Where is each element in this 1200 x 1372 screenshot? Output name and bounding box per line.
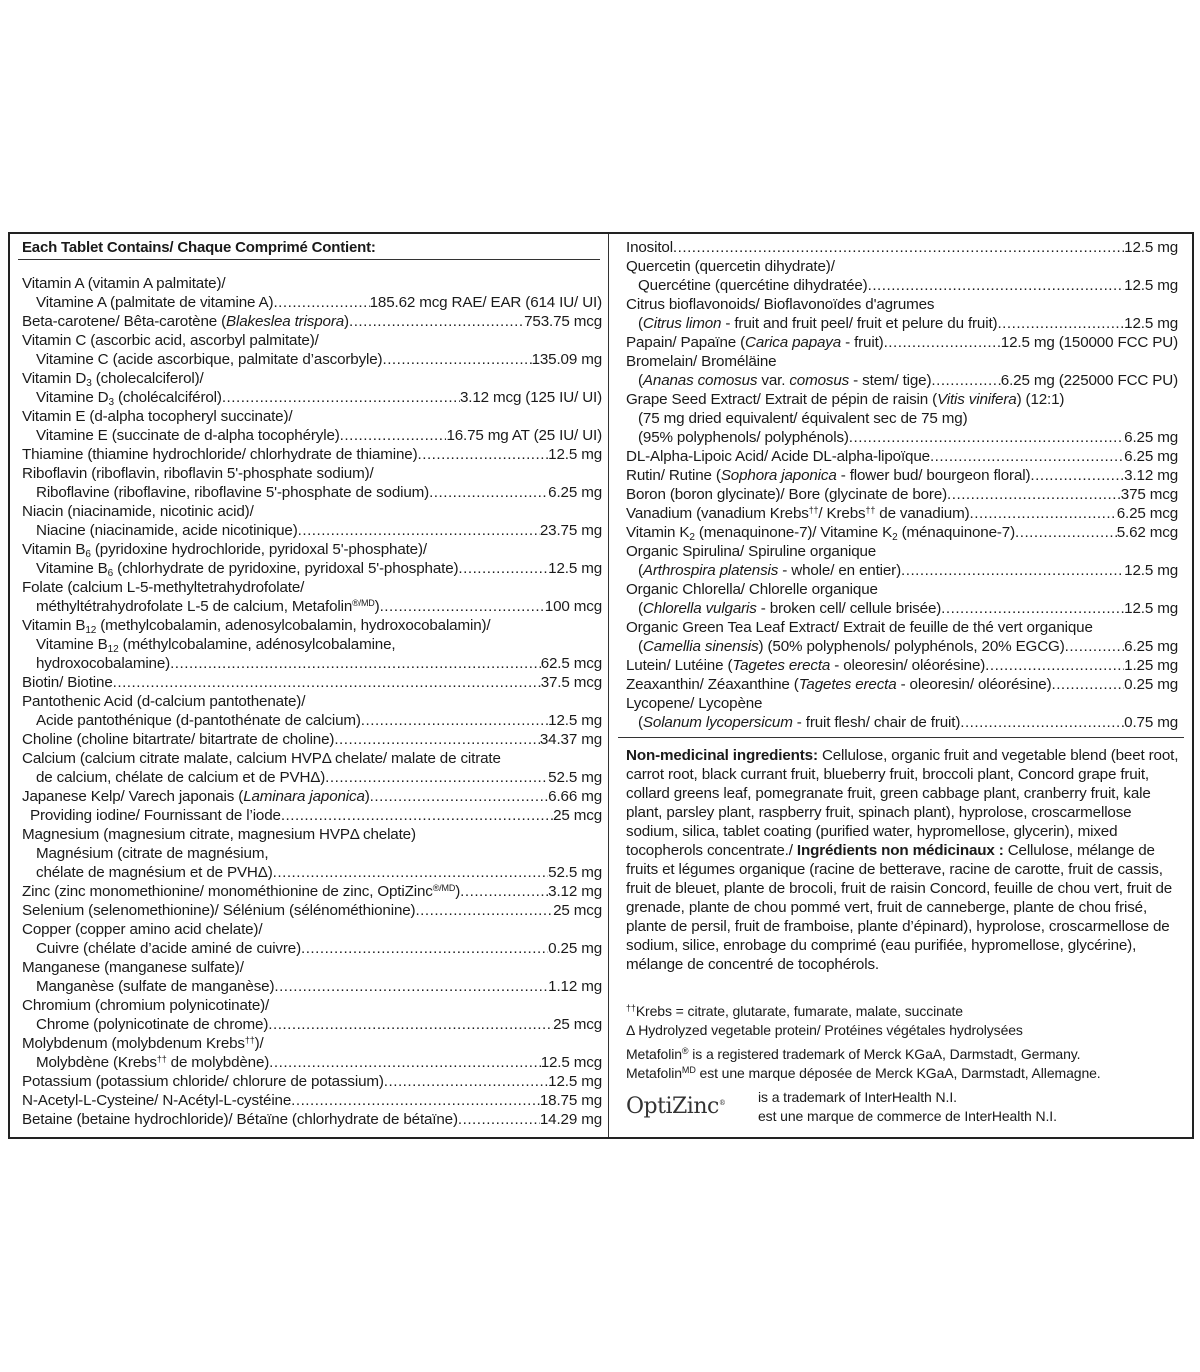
vitamin-b12-line-3: hydroxocobalamine) ..... 62.5 mcg [36, 654, 602, 673]
manganese-line-2: Manganèse (sulfate de manganèse) ..... 1.12 mg [36, 977, 602, 996]
magnesium-line-2: Magnésium (citrate de magnésium, [36, 845, 269, 862]
vitamin-d-line-2: Vitamine $D_3$ (cholécalciférol) ..... 3.12 mcg (125 IU/ UI) [36, 388, 602, 407]
vitamin-k2-line: Vitamin $K_2$ (menaquinone-7)/ Vitamine $K_2$ (ménaquinone-7) ..... 5.62 mcg [626, 523, 1178, 542]
quercetin-line-2: Quercétine (quercétine dihydratée) ..... 12.5 mg [638, 276, 1178, 295]
biotin-line: Biotin/ Biotine ..... 37.5 mcg [22, 673, 602, 692]
riboflavin-line-1: Riboflavin (riboflavin, riboflavin 5'-phosphate sodium)/ [22, 465, 374, 482]
boron-line: Boron (boron glycinate)/ Bore (glycinate de bore) ..... 375 mcg [626, 485, 1178, 504]
krebs-footnote: ††Krebs = citrate, glutarate, fumarate, malate, succinate [626, 1003, 963, 1019]
left-column [10, 234, 608, 1137]
riboflavin-line-2: Riboflavine (riboflavine, riboflavine 5'-phosphate de sodium) ..... 6.25 mg [36, 483, 602, 502]
green-tea-line-1: Organic Green Tea Leaf Extract/ Extrait de feuille de thé vert organique [626, 619, 1093, 636]
molybdenum-line-2: Molybdène (Krebs†† de molybdène) ..... 12.5 mcg [36, 1053, 602, 1072]
right-column [610, 234, 1192, 1137]
calcium-line-2: de calcium, chélate de calcium et de PVHΔ) ..... 52.5 mg [36, 768, 602, 787]
citrus-line-1: Citrus bioflavonoids/ Bioflavonoïdes d'agrumes [626, 296, 935, 313]
thiamine-line: Thiamine (thiamine hydrochloride/ chlorhydrate de thiamine) ..... 12.5 mg [22, 445, 602, 464]
copper-line-2: Cuivre (chélate d’acide aminé de cuivre) ..... 0.25 mg [36, 939, 602, 958]
inositol-line: Inositol ..... 12.5 mg [626, 238, 1178, 257]
niacin-line-1: Niacin (niacinamide, nicotinic acid)/ [22, 503, 254, 520]
spirulina-line-1: Organic Spirulina/ Spiruline organique [626, 543, 877, 560]
vitamin-a-line-2: Vitamine A (palmitate de vitamine A) ..... 185.62 mcg RAE/ EAR (614 IU/ UI) [36, 293, 602, 312]
chromium-line-2: Chrome (polynicotinate de chrome) ..... 25 mcg [36, 1015, 602, 1034]
metafolin-trademark-fr: Metafolin$^{MD}$ est une marque déposée de Merck KGaA, Darmstadt, Allemagne. [626, 1065, 1101, 1081]
pantothenic-line-2: Acide pantothénique (d-pantothénate de calcium) ..... 12.5 mg [36, 711, 602, 730]
niacin-line-2: Niacine (niacinamide, acide nicotinique) ..... 23.75 mg [36, 521, 602, 540]
magnesium-line-1: Magnesium (magnesium citrate, magnesium HVPΔ chelate) [22, 826, 416, 843]
papain-line: Papain/ Papaïne (Carica papaya - fruit) ..... 12.5 mg (150000 FCC PU) [626, 333, 1178, 352]
manganese-line-1: Manganese (manganese sulfate)/ [22, 959, 244, 976]
zinc-line: Zinc (zinc monomethionine/ monométhionine de zinc, OptiZinc$^{®/MD}$) ..... 3.12 mg [22, 882, 602, 901]
vitamin-e-line-2: Vitamine E (succinate de d-alpha tocophéryle) ..... 16.75 mg AT (25 IU/ UI) [36, 426, 602, 445]
potassium-line: Potassium (potassium chloride/ chlorure de potassium) ..... 12.5 mg [22, 1072, 602, 1091]
vitamin-b12-line-2: Vitamine $B_{12}$ (méthylcobalamine, adénosylcobalamine, [36, 636, 396, 654]
magnesium-line-3: chélate de magnésium et de PVHΔ) ..... 52.5 mg [36, 863, 602, 882]
alpha-lipoic-line: DL-Alpha-Lipoic Acid/ Acide DL-alpha-lipoïque ..... 6.25 mg [626, 447, 1178, 466]
heading-rule [18, 259, 600, 260]
chromium-line-1: Chromium (chromium polynicotinate)/ [22, 997, 270, 1014]
calcium-line-1: Calcium (calcium citrate malate, calcium HVPΔ chelate/ malate de citrate [22, 750, 501, 767]
section-rule [618, 737, 1184, 738]
vitamin-a-line-1: Vitamin A (vitamin A palmitate)/ [22, 275, 226, 292]
vitamin-c-line-2: Vitamine C (acide ascorbique, palmitate d’ascorbyle) ..... 135.09 mg [36, 350, 602, 369]
folate-line-1: Folate (calcium L-5-methyltetrahydrofolate/ [22, 579, 305, 596]
choline-line: Choline (choline bitartrate/ bitartrate de choline) ..... 34.37 mg [22, 730, 602, 749]
pantothenic-line-1: Pantothenic Acid (d-calcium pantothenate)/ [22, 693, 306, 710]
ingredient-panel [8, 232, 1194, 1139]
vitamin-b6-line-1: Vitamin $B_6$ (pyridoxine hydrochloride, pyridoxal 5'-phosphate)/ [22, 541, 427, 559]
selenium-line: Selenium (selenomethionine)/ Sélénium (sélénométhionine) ..... 25 mcg [22, 901, 602, 920]
spirulina-line-2: (Arthrospira platensis - whole/ en entier) ..... 12.5 mg [638, 561, 1178, 580]
grape-seed-line-1: Grape Seed Extract/ Extrait de pépin de raisin (Vitis vinifera) (12:1) [626, 391, 1065, 408]
hvp-footnote: Δ Hydrolyzed vegetable protein/ Protéines végétales hydrolysées [626, 1022, 1023, 1038]
iodine-line: Providing iodine/ Fournissant de l’iode ..... 25 mcg [30, 806, 602, 825]
lutein-line: Lutein/ Lutéine (Tagetes erecta - oleoresin/ oléorésine) ..... 1.25 mg [626, 656, 1178, 675]
citrus-line-2: (Citrus limon - fruit and fruit peel/ fruit et pelure du fruit) ..... 12.5 mg [638, 314, 1178, 333]
betaine-line: Betaine (betaine hydrochloride)/ Bétaïne (chlorhydrate de bétaïne) ..... 14.29 mg [22, 1110, 602, 1129]
bromelain-line-1: Bromelain/ Broméläine [626, 353, 777, 370]
molybdenum-line-1: Molybdenum (molybdenum Krebs††)/ [22, 1035, 264, 1052]
green-tea-line-2: (Camellia sinensis) (50% polyphenols/ polyphénols, 20% EGCG) ..... 6.25 mg [638, 637, 1178, 656]
grape-seed-line-2: (75 mg dried equivalent/ équivalent sec de 75 mg) [638, 410, 968, 427]
vanadium-line: Vanadium (vanadium Krebs††/ Krebs†† de vanadium) ..... 6.25 mcg [626, 504, 1178, 523]
vitamin-d-line-1: Vitamin $D_3$ (cholecalciferol)/ [22, 370, 204, 388]
column-divider [608, 234, 609, 1137]
kelp-line: Japanese Kelp/ Varech japonais (Laminara japonica) ..... 6.66 mg [22, 787, 602, 806]
chlorella-line-2: (Chlorella vulgaris - broken cell/ cellule brisée) ..... 12.5 mg [638, 599, 1178, 618]
zeaxanthin-line: Zeaxanthin/ Zéaxanthine (Tagetes erecta - oleoresin/ oléorésine) ..... 0.25 mg [626, 675, 1178, 694]
panel-heading: Each Tablet Contains/ Chaque Comprimé Contient: [22, 239, 376, 256]
rutin-line: Rutin/ Rutine (Sophora japonica - flower bud/ bourgeon floral) ..... 3.12 mg [626, 466, 1178, 485]
lycopene-line-1: Lycopene/ Lycopène [626, 695, 763, 712]
optizinc-logo: OptiZinc® [626, 1094, 726, 1119]
vitamin-c-line-1: Vitamin C (ascorbic acid, ascorbyl palmitate)/ [22, 332, 319, 349]
vitamin-b6-line-2: Vitamine $B_6$ (chlorhydrate de pyridoxine, pyridoxal 5'-phosphate) ..... 12.5 mg [36, 559, 602, 578]
grape-seed-line-3: (95% polyphenols/ polyphénols) ..... 6.25 mg [638, 428, 1178, 447]
chlorella-line-1: Organic Chlorella/ Chlorelle organique [626, 581, 878, 598]
optizinc-trademark-en: is a trademark of InterHealth N.I. [758, 1089, 957, 1105]
vitamin-e-line-1: Vitamin E (d-alpha tocopheryl succinate)/ [22, 408, 293, 425]
bromelain-line-2: (Ananas comosus var. comosus - stem/ tige) ..... 6.25 mg (225000 FCC PU) [638, 371, 1178, 390]
nac-line: N-Acetyl-L-Cysteine/ N-Acétyl-L-cystéine ..... 18.75 mg [22, 1091, 602, 1110]
folate-line-2: méthyltétrahydrofolate L-5 de calcium, Metafolin$^{®/MD}$) ..... 100 mcg [36, 597, 602, 616]
copper-line-1: Copper (copper amino acid chelate)/ [22, 921, 263, 938]
beta-carotene-line: Beta-carotene/ Bêta-carotène (Blakeslea trispora) ..... 753.75 mcg [22, 312, 602, 331]
quercetin-line-1: Quercetin (quercetin dihydrate)/ [626, 258, 835, 275]
optizinc-trademark-fr: est une marque de commerce de InterHealth N.I. [758, 1108, 1057, 1124]
non-medicinal-ingredients: Non-medicinal ingredients: Cellulose, organic fruit and vegetable blend (beet root, carrot root, black currant fruit, blueberry fruit, broccoli plant, Concord grape fruit, collard greens leaf, pomegranate fruit, green cabbage plant, cranberry fruit, kale plant, parsley plant, raspberry fruit, spinach plant), hyprolose, croscarmellose sodium, silica, tablet coating (purified water, hypromellose, glycerin), mixed tocopherols concentrate./ Ingrédients non médicinaux : Cellulose, mélange de fruits et légumes organique (racine de betterave, racine de carotte, fruit de cassis, fruit de bleuet, plante de brocoli, fruit de raisin Concord, feuille de chou vert, fruit de grenade, plante de chou pommé vert, fruit de canneberge, plante de chou frisé, plante de persil, fruit de framboise, plante d’épinard), hyprolose, croscarmellose de sodium, silice, enrobage du comprimé (eau purifiée, hypromellose, glycérine), mélange de concentré de tocophérols. [626, 747, 1179, 973]
lycopene-line-2: (Solanum lycopersicum - fruit flesh/ chair de fruit) ..... 0.75 mg [638, 713, 1178, 732]
metafolin-trademark-en: Metafolin® is a registered trademark of Merck KGaA, Darmstadt, Germany. [626, 1046, 1081, 1062]
vitamin-b12-line-1: Vitamin $B_{12}$ (methylcobalamin, adenosylcobalamin, hydroxocobalamin)/ [22, 617, 491, 635]
